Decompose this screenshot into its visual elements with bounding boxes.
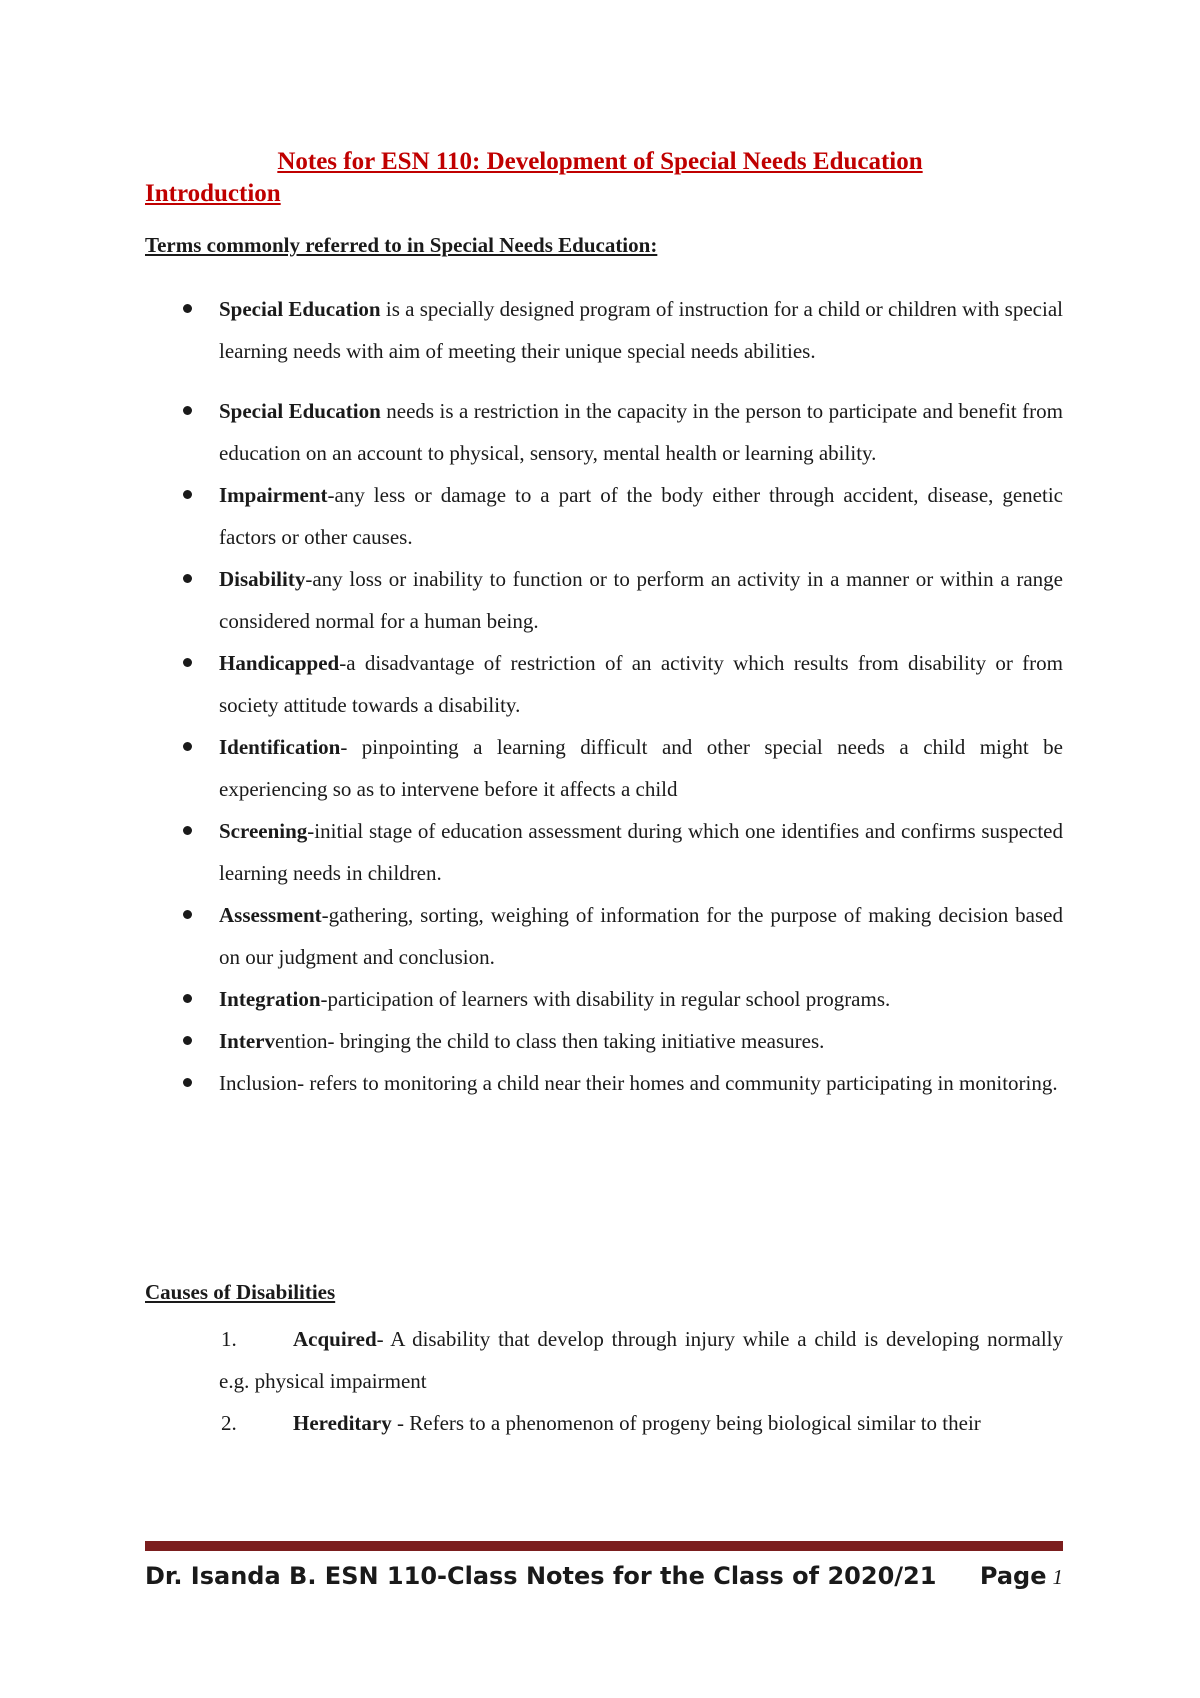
- bullet-icon: [183, 658, 192, 667]
- bullet-icon: [183, 910, 192, 919]
- cause-term: Hereditary: [293, 1411, 392, 1435]
- list-item: [145, 642, 1063, 726]
- term-label: Special Education: [219, 297, 381, 321]
- term-label: Assessment: [219, 903, 322, 927]
- term-definition: -any loss or inability to function or to perform an activity in a manner or within a range considered normal for a human being.: [219, 567, 1063, 633]
- list-item: [145, 894, 1063, 978]
- document-title: Notes for ESN 110: Development of Special Needs Education: [277, 148, 923, 175]
- list-item: [145, 558, 1063, 642]
- footer-divider: [145, 1541, 1063, 1551]
- bullet-icon: [183, 742, 192, 751]
- page-label: Page: [979, 1562, 1047, 1590]
- page-footer: [145, 1562, 1063, 1590]
- terms-list: [145, 288, 1063, 1104]
- term-definition: Inclusion- refers to monitoring a child near their homes and community participating in monitoring.: [219, 1071, 1058, 1095]
- term-definition: -any less or damage to a part of the body either through accident, disease, genetic factors or other causes.: [219, 483, 1063, 549]
- term-definition: ention- bringing the child to class then taking initiative measures.: [275, 1029, 825, 1053]
- term-label: Interv: [219, 1029, 275, 1053]
- term-label: Disability: [219, 567, 306, 591]
- list-item: [145, 1318, 1063, 1402]
- term-label: Integration: [219, 987, 321, 1011]
- term-definition: needs is a restriction in the capacity in the person to participate and benefit from education on an account to physical, sensory, mental health or learning ability.: [219, 399, 1063, 465]
- bullet-icon: [183, 574, 192, 583]
- list-item: [145, 474, 1063, 558]
- bullet-icon: [183, 1078, 192, 1087]
- footer-text: Dr. Isanda B. ESN 110-Class Notes for the Class of 2020/21: [145, 1562, 937, 1590]
- bullet-icon: [183, 826, 192, 835]
- list-item: [145, 1062, 1063, 1104]
- term-label: Identification: [219, 735, 341, 759]
- bullet-icon: [183, 1036, 192, 1045]
- term-definition: is a specially designed program of instruction for a child or children with special learning needs with aim of meeting their unique special needs abilities.: [219, 297, 1063, 363]
- terms-heading: Terms commonly referred to in Special Needs Education:: [145, 233, 658, 257]
- list-item: [145, 978, 1063, 1020]
- term-definition: -participation of learners with disability in regular school programs.: [320, 987, 891, 1011]
- causes-list: [145, 1318, 1063, 1444]
- term-label: Screening: [219, 819, 308, 843]
- cause-number: 1.: [221, 1327, 237, 1351]
- term-label: Handicapped: [219, 651, 340, 675]
- cause-term: Acquired: [293, 1327, 377, 1351]
- term-definition: -initial stage of education assessment during which one identifies and confirms suspected learning needs in children.: [219, 819, 1063, 885]
- list-item: [145, 1020, 1063, 1062]
- bullet-icon: [183, 406, 192, 415]
- cause-definition: - A disability that develop through injury while a child is developing normally e.g. physical impairment: [219, 1327, 1063, 1393]
- term-definition: -a disadvantage of restriction of an activity which results from disability or from society attitude towards a disability.: [219, 651, 1063, 717]
- term-label: Impairment: [219, 483, 328, 507]
- cause-number: 2.: [221, 1411, 237, 1435]
- term-label: Special Education: [219, 399, 381, 423]
- term-definition: - pinpointing a learning difficult and other special needs a child might be experiencing so as to intervene before it affects a child: [219, 735, 1063, 801]
- causes-heading: Causes of Disabilities: [145, 1280, 336, 1304]
- bullet-icon: [183, 304, 192, 313]
- list-item: [145, 1402, 1063, 1444]
- section-heading-introduction: Introduction: [145, 180, 281, 207]
- page-number: 1: [1052, 1565, 1063, 1589]
- bullet-icon: [183, 994, 192, 1003]
- term-definition: -gathering, sorting, weighing of information for the purpose of making decision based on our judgment and conclusion.: [219, 903, 1063, 969]
- bullet-icon: [183, 490, 192, 499]
- page-indicator: [980, 1562, 1063, 1590]
- list-item: [145, 390, 1063, 474]
- list-item: [145, 810, 1063, 894]
- list-item: [145, 288, 1063, 372]
- cause-definition: - Refers to a phenomenon of progeny being biological similar to their: [391, 1411, 981, 1435]
- list-item: [145, 726, 1063, 810]
